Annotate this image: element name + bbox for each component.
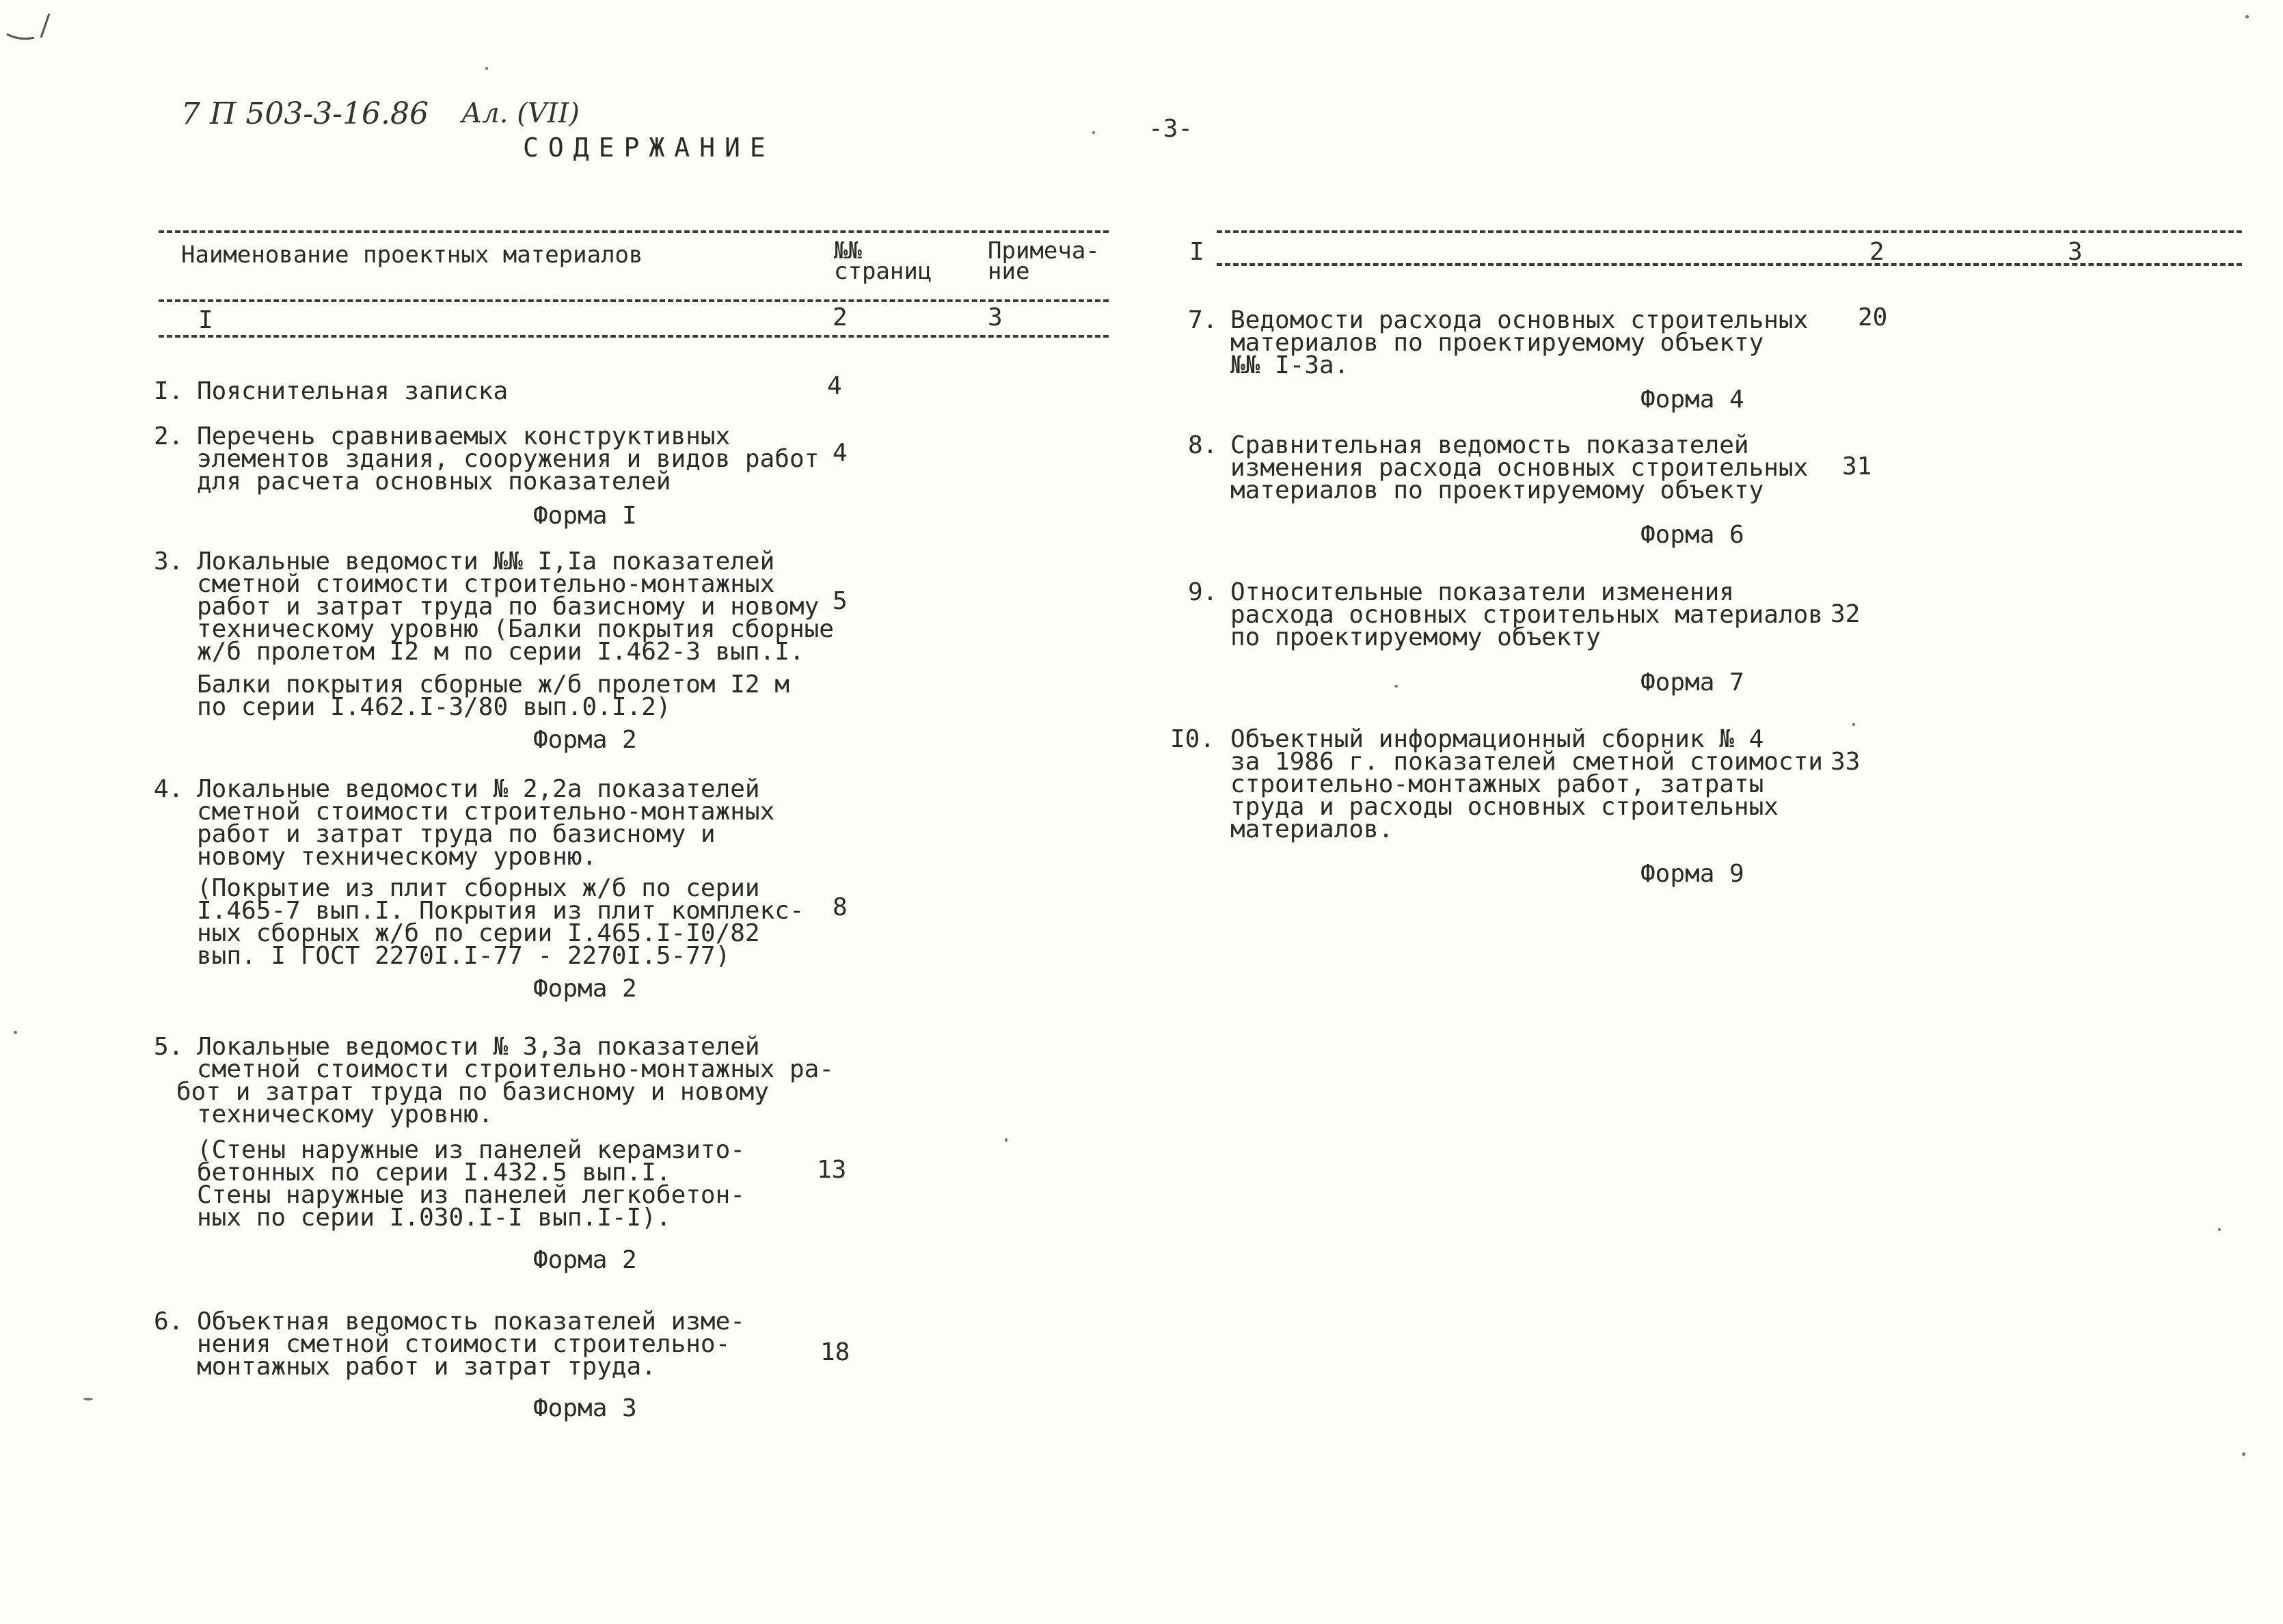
item-text-line: изменения расхода основных строительных <box>1230 454 1809 482</box>
column-header-note: Примеча-ние <box>988 237 1100 285</box>
item-text-line: техническому уровню. <box>197 1100 494 1128</box>
item-text-line: Балки покрытия сборные ж/б пролетом I2 м <box>197 671 789 699</box>
item-text-line: по серии I.462.I-3/80 вып.0.I.2) <box>197 693 671 721</box>
item-page: 32 <box>1831 600 1861 628</box>
item-text-line: сметной стоимости строительно-монтажных ра- <box>197 1055 834 1083</box>
page-number: -3- <box>1148 115 1193 143</box>
item-text-line: вып. I ГОСТ 2270I.I-77 - 2270I.5-77) <box>197 942 731 970</box>
item-text-line: бот и затрат труда по базисному и новому <box>176 1078 769 1106</box>
header-rule-bottom-left <box>159 335 1109 338</box>
item-number: 9. <box>1188 578 1218 606</box>
header-rule-mid-left <box>159 299 1109 302</box>
item-number: 7. <box>1188 306 1218 334</box>
scan-speck <box>14 1031 17 1034</box>
column-number-2: 2 <box>833 303 848 331</box>
item-forma: Форма 2 <box>533 726 637 754</box>
scan-speck <box>2242 1452 2245 1456</box>
item-forma: Форма I <box>533 502 637 530</box>
item-page: 33 <box>1831 748 1861 776</box>
item-text-line: (Стены наружные из панелей керамзито- <box>197 1136 745 1164</box>
item-text-line: строительно-монтажных работ, затраты <box>1230 770 1764 798</box>
item-forma: Форма 2 <box>533 1246 637 1274</box>
item-text-line: ных сборных ж/б по серии I.465.I-I0/82 <box>197 919 760 947</box>
column-number-3: 3 <box>988 303 1003 331</box>
item-text-line: сметной стоимости строительно-монтажных <box>197 798 775 826</box>
item-page: 13 <box>817 1156 847 1184</box>
album-mark: Ал. (VII) <box>461 98 580 129</box>
item-number: 2. <box>154 422 184 450</box>
item-text-line: Локальные ведомости № 3,3а показателей <box>197 1033 760 1061</box>
scan-speck <box>1394 685 1398 688</box>
item-number: I. <box>154 377 184 405</box>
item-text-line: Объектный информационный сборник № 4 <box>1230 725 1764 753</box>
item-text-line: I.465-7 вып.I. Покрытия из плит комплекс- <box>197 897 805 925</box>
right-column-number-3: 3 <box>2068 238 2083 266</box>
item-text-line: Стены наружные из панелей легкобетон- <box>197 1181 745 1209</box>
item-text-line: Локальные ведомости № 2,2а показателей <box>197 775 760 803</box>
item-text-line: элементов здания, сооружения и видов работ <box>197 445 820 473</box>
item-number: 6. <box>154 1308 184 1336</box>
right-column-number-1: I <box>1189 238 1204 266</box>
item-text-line: монтажных работ и затрат труда. <box>197 1353 656 1381</box>
item-text-line: бетонных по серии I.432.5 вып.I. <box>197 1159 671 1187</box>
item-page: 20 <box>1858 303 1888 331</box>
item-forma: Форма 6 <box>1640 521 1744 549</box>
item-page: 4 <box>827 372 842 400</box>
item-text-line: материалов по проектируемому объекту <box>1230 476 1764 504</box>
item-text-line: ных по серии I.030.I-I вып.I-I). <box>197 1204 671 1232</box>
scan-speck <box>2218 1228 2221 1231</box>
item-text-line: (Покрытие из плит сборных ж/б по серии <box>197 874 760 902</box>
column-header-name: Наименование проектных материалов <box>181 241 643 269</box>
item-page: 4 <box>833 439 848 467</box>
item-page: 8 <box>833 893 848 921</box>
item-text-line: Пояснительная записка <box>197 377 509 405</box>
item-text-line: труда и расходы основных строительных <box>1230 793 1779 821</box>
item-number: 4. <box>154 775 184 803</box>
scan-speck <box>1852 723 1855 726</box>
item-page: 5 <box>833 587 848 615</box>
scan-speck <box>2245 15 2249 18</box>
item-text-line: для расчета основных показателей <box>197 468 671 496</box>
item-page: 31 <box>1842 452 1872 481</box>
right-column-number-2: 2 <box>1869 238 1885 266</box>
item-number: I0. <box>1170 725 1215 753</box>
item-text-line: работ и затрат труда по базисному и <box>197 820 716 848</box>
scan-speck <box>1092 131 1095 134</box>
column-header-pages: №№ страниц <box>834 237 932 285</box>
item-text-line: Ведомости расхода основных строительных <box>1230 306 1809 334</box>
item-forma: Форма 9 <box>1640 860 1744 888</box>
item-number: 8. <box>1188 431 1218 459</box>
item-text-line: Объектная ведомость показателей изме- <box>197 1308 745 1336</box>
item-forma: Форма 4 <box>1640 385 1744 414</box>
column-number-1: I <box>198 306 213 334</box>
scan-speck <box>485 67 488 70</box>
item-text-line: материалов по проектируемому объекту <box>1230 329 1764 357</box>
item-text-line: №№ I-3а. <box>1230 351 1349 379</box>
item-text-line: Локальные ведомости №№ I,Iа показателей <box>197 547 775 576</box>
item-text-line: Сравнительная ведомость показателей <box>1230 431 1749 459</box>
item-text-line: сметной стоимости строительно-монтажных <box>197 570 775 598</box>
scan-speck <box>83 1398 93 1400</box>
item-text-line: работ и затрат труда по базисному и новому <box>197 593 820 621</box>
item-text-line: за 1986 г. показателей сметной стоимости <box>1230 748 1823 776</box>
item-text-line: нения сметной стоимости строительно- <box>197 1330 731 1358</box>
item-text-line: ж/б пролетом I2 м по серии I.462-3 вып.I. <box>197 638 805 666</box>
item-number: 5. <box>154 1033 184 1061</box>
item-forma: Форма 7 <box>1640 668 1744 696</box>
page-title: СОДЕРЖАНИЕ <box>523 133 775 163</box>
item-number: 3. <box>154 547 184 576</box>
item-text-line: по проектируемому объекту <box>1230 623 1601 651</box>
item-text-line: расхода основных строительных материалов <box>1230 601 1823 629</box>
item-forma: Форма 3 <box>533 1394 637 1422</box>
item-text-line: Перечень сравниваемых конструктивных <box>197 422 731 450</box>
item-page: 18 <box>820 1338 850 1366</box>
item-text-line: новому техническому уровню. <box>197 843 597 871</box>
scan-speck <box>1005 1138 1008 1142</box>
corner-pen-mark <box>0 0 75 55</box>
header-rule-top-left <box>159 230 1109 233</box>
item-text-line: материалов. <box>1230 815 1394 843</box>
header-rule-top-right <box>1217 230 2242 233</box>
item-text-line: Относительные показатели изменения <box>1230 578 1734 606</box>
item-text-line: техническому уровню (Балки покрытия сборные <box>197 615 834 643</box>
document-code: 7 П 503-3-16.86 <box>181 96 429 131</box>
item-forma: Форма 2 <box>533 975 637 1003</box>
header-rule-bottom-right <box>1217 263 2242 266</box>
